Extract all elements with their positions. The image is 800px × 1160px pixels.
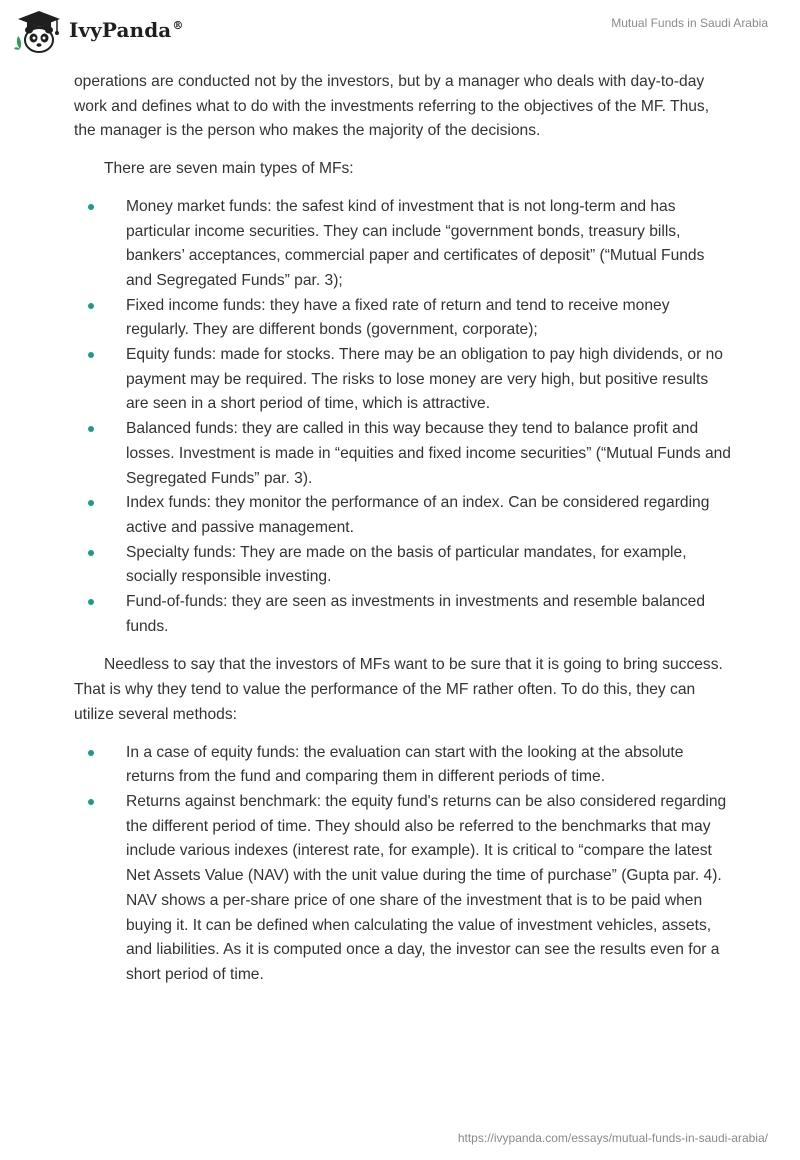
list-item-text: Fixed income funds: they have a fixed rate of return and tend to receive money regularly. They are different bonds (government, corporate); bbox=[126, 296, 670, 339]
list-item-text: Returns against benchmark: the equity fund's returns can be also considered regarding the different period of time. They should also be referred to the benchmarks that may include various indexes (interest rate, for example). It is critical to “compare the latest Net Assets Value (NAV) with the unit value during the time of purchase” (Gupta par. 4). NAV shows a per-share price of one share of the investment that is to be paid when buying it. It can be defined when calculating the value of investment vehicles, assets, and liabilities. As it is computed once a day, the investor can see the results even for a short period of time. bbox=[126, 792, 727, 983]
list-item-text: Balanced funds: they are called in this way because they tend to balance profit and losses. Investment is made in “equities and fixed income securities” (“Mutual Funds and Segregated Funds” par. 3). bbox=[126, 420, 731, 487]
ivypanda-logo[interactable] bbox=[14, 8, 183, 54]
list-item bbox=[126, 491, 734, 540]
list-item-text: Specialty funds: They are made on the basis of particular mandates, for example, socially responsible investing. bbox=[126, 543, 687, 586]
list-item-text: Fund-of-funds: they are seen as investments in investments and resemble balanced funds. bbox=[126, 593, 706, 635]
list-item-text: Index funds: they monitor the performance of an index. Can be considered regarding active and passive management. bbox=[126, 494, 710, 536]
list-item-text: Money market funds: the safest kind of investment that is not long-term and has particular income securities. They can include “government bonds, treasury bills, bankers’ acceptances, commercial paper and certificates of deposit” (“Mutual Funds and Segregated Funds” par. 3); bbox=[126, 197, 705, 289]
essay-content bbox=[74, 70, 734, 988]
bullet-icon bbox=[88, 550, 94, 556]
brand-name: IvyPanda® bbox=[69, 18, 184, 42]
list-item bbox=[126, 790, 734, 988]
bullet-icon bbox=[88, 303, 94, 309]
evaluation-methods-list bbox=[74, 741, 734, 988]
list-item bbox=[126, 195, 734, 294]
source-url-link[interactable]: https://ivypanda.com/essays/mutual-funds-in-saudi-arabia/ bbox=[457, 1131, 768, 1145]
list-item bbox=[126, 294, 734, 343]
list-item bbox=[126, 417, 734, 491]
bullet-icon bbox=[88, 500, 94, 506]
list-item bbox=[126, 541, 734, 590]
bullet-icon bbox=[88, 352, 94, 358]
paragraph-3: Needless to say that the investors of MFs want to be sure that it is going to bring success. That is why they tend to value the performance of the MF rather often. To do this, they can utilize several methods: bbox=[74, 656, 723, 723]
fund-types-list bbox=[74, 195, 734, 640]
panda-graduation-cap-icon bbox=[14, 8, 64, 54]
page-header bbox=[0, 0, 800, 66]
list-item bbox=[126, 741, 734, 790]
list-item bbox=[126, 590, 734, 639]
bullet-icon bbox=[88, 426, 94, 432]
paragraph-2: There are seven main types of MFs: bbox=[104, 160, 354, 178]
list-item bbox=[126, 343, 734, 417]
bullet-icon bbox=[88, 750, 94, 756]
bullet-icon bbox=[88, 799, 94, 805]
registered-mark: ® bbox=[172, 19, 184, 33]
paragraph-1: operations are conducted not by the investors, but by a manager who deals with day-to-day work and defines what to do with the investments referring to the objectives of the MF. Thus, the manager is the person who makes the majority of the decisions. bbox=[74, 73, 710, 140]
list-item-text: Equity funds: made for stocks. There may be an obligation to pay high dividends, or no payment may be required. The risks to lose money are very high, but positive results are seen in a short period of time, which is attractive. bbox=[126, 346, 723, 413]
bullet-icon bbox=[88, 599, 94, 605]
bullet-icon bbox=[88, 204, 94, 210]
list-item-text: In a case of equity funds: the evaluation can start with the looking at the absolute returns from the fund and comparing them in different periods of time. bbox=[126, 743, 684, 786]
document-title: Mutual Funds in Saudi Arabia bbox=[611, 16, 768, 30]
